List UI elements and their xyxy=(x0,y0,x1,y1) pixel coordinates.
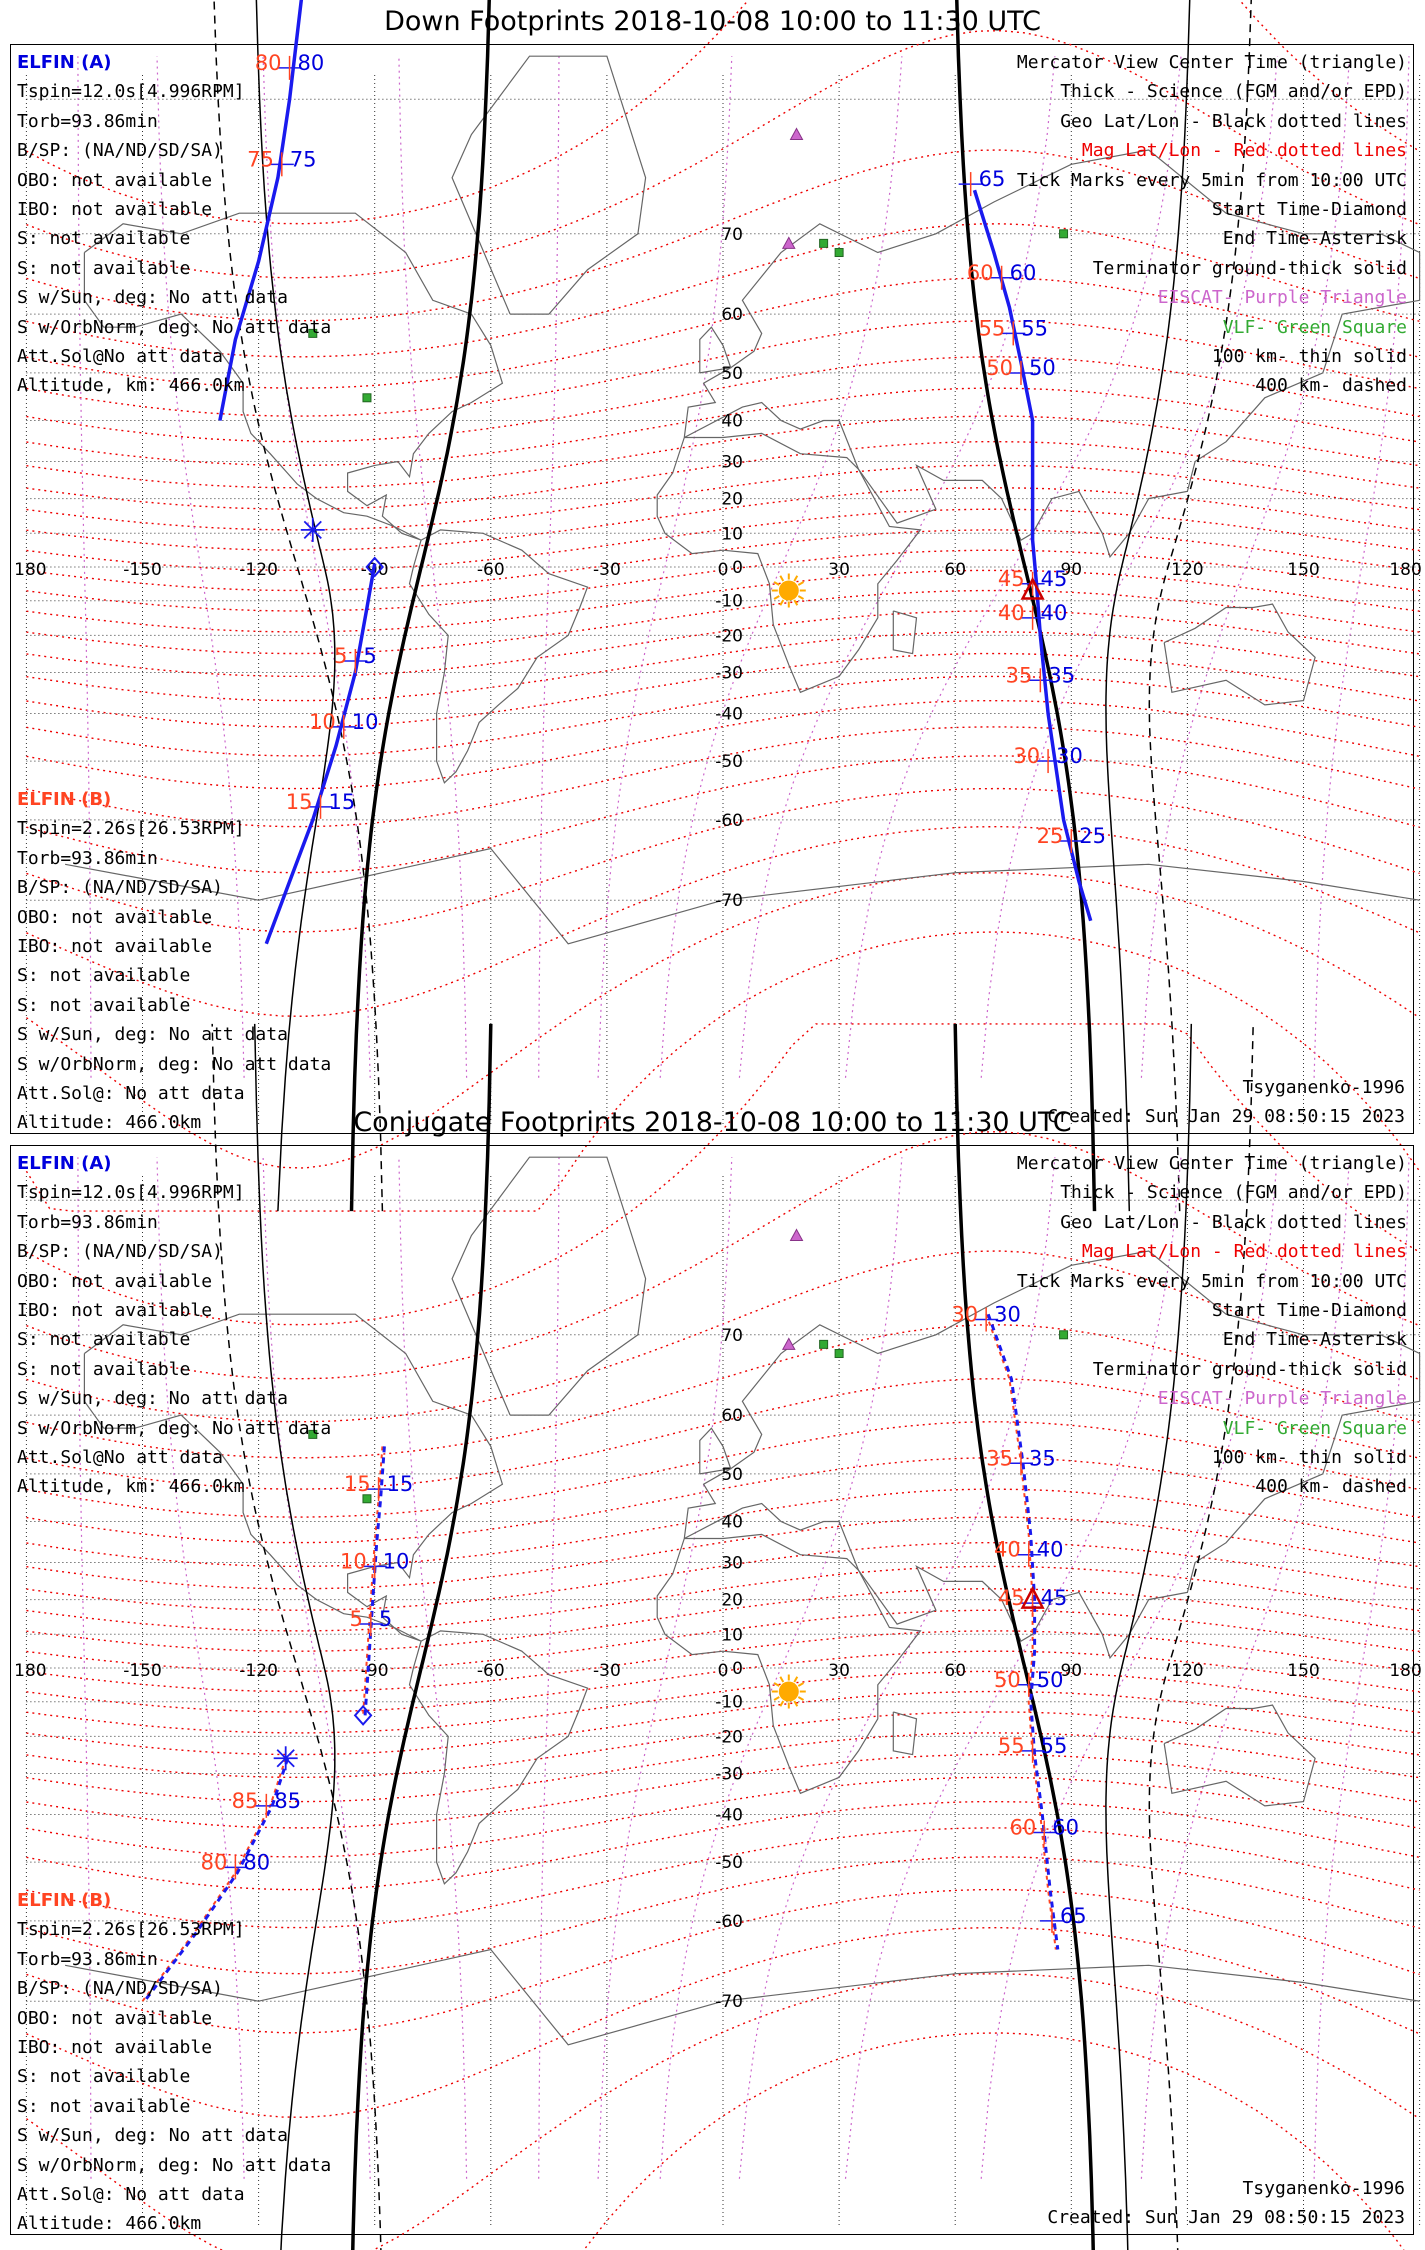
elfin-a-line: IBO: not available xyxy=(17,198,213,220)
legend-item: Thick - Science (FGM and/or EPD) xyxy=(1060,1182,1407,1204)
lat-tick-label: -30 xyxy=(715,663,743,684)
vlf-square-icon xyxy=(820,1340,828,1348)
legend-item: 100 km- thin solid xyxy=(1211,1446,1407,1468)
legend-item: 400 km- dashed xyxy=(1255,1476,1407,1498)
lat-tick-label: -40 xyxy=(715,704,743,725)
track-tick-label-b: 60 xyxy=(1009,1815,1037,1840)
track-tick-label-a: 80 xyxy=(297,50,325,75)
lat-tick-label: -60 xyxy=(715,1911,743,1932)
lon-tick-label: 180 xyxy=(1389,560,1422,580)
elfin-a-line: Torb=93.86min xyxy=(17,1211,158,1233)
elfin-b-heading: ELFIN (B) xyxy=(17,789,112,810)
lat-tick-label: 0 xyxy=(732,558,743,578)
lat-tick-label: 50 xyxy=(721,363,743,384)
elfin-b-line: Torb=93.86min xyxy=(17,1948,158,1970)
created-timestamp: Created: Sun Jan 29 08:50:15 2023 xyxy=(1047,2207,1405,2228)
legend-item: Geo Lat/Lon - Black dotted lines xyxy=(1060,1211,1407,1233)
track-tick-label-a: 15 xyxy=(386,1472,414,1497)
track-tick-label-a: 50 xyxy=(1028,355,1056,380)
map-legend xyxy=(1017,48,1407,401)
legend-item: Terminator ground-thick solid xyxy=(1092,257,1407,279)
elfin-a-line: Att.Sol@No att data xyxy=(17,1446,223,1468)
lon-tick-label: -90 xyxy=(360,560,389,580)
track-tick-label-b: 80 xyxy=(200,1850,228,1875)
vlf-square-icon xyxy=(363,394,371,402)
lon-tick-label: -60 xyxy=(476,1661,505,1681)
lon-tick-label: 60 xyxy=(944,1661,967,1681)
track-tick-label-b: 60 xyxy=(966,260,994,285)
track-tick-label-b: 55 xyxy=(997,1733,1025,1758)
lat-tick-label: 40 xyxy=(721,411,743,432)
elfin-b-line: S w/OrbNorm, deg: No att data xyxy=(17,1053,332,1075)
elfin-b-line: S w/Sun, deg: No att data xyxy=(17,1024,288,1046)
lat-tick-label: -50 xyxy=(715,752,743,773)
lat-tick-label: -60 xyxy=(715,810,743,831)
lat-tick-label: -10 xyxy=(715,1692,743,1713)
elfin-b-line: S w/OrbNorm, deg: No att data xyxy=(17,2154,332,2176)
track-tick-label-a: 75 xyxy=(289,147,317,172)
lat-tick-label: -50 xyxy=(715,1853,743,1874)
coastline xyxy=(1164,1705,1315,1806)
sun-ray xyxy=(794,1677,797,1682)
elfin-b-line: Tspin=2.26s[26.53RPM] xyxy=(17,1919,245,1941)
sun-ray xyxy=(798,1683,803,1686)
mag-lon-line xyxy=(660,1157,902,2179)
sun-ray xyxy=(780,600,783,605)
lat-tick-label: 10 xyxy=(721,524,743,545)
track-tick-label-b: 25 xyxy=(1036,823,1064,848)
track-tick-label-b: 80 xyxy=(254,50,282,75)
track-tick-label-b: 10 xyxy=(309,709,336,734)
model-name: Tsyganenko-1996 xyxy=(1242,2178,1405,2199)
track-tick-label-b: 45 xyxy=(997,566,1025,591)
elfin-a-line: B/SP: (NA/ND/SD/SA) xyxy=(17,1241,223,1263)
elfin-a-line: Altitude, km: 466.0km xyxy=(17,375,245,397)
start-diamond-icon xyxy=(355,1706,371,1724)
vlf-square-icon xyxy=(835,1350,843,1358)
legend-item: Mag Lat/Lon - Red dotted lines xyxy=(1081,1241,1407,1263)
track-tick-label-b: 5 xyxy=(333,644,348,669)
lon-tick-label: 150 xyxy=(1287,560,1320,580)
track-tick-label-b: 50 xyxy=(986,355,1013,380)
sun-ray xyxy=(798,596,803,599)
lon-tick-label: -150 xyxy=(123,560,162,580)
track-tick-label-a: 50 xyxy=(1036,1667,1064,1692)
lat-tick-label: 20 xyxy=(721,1590,743,1611)
track-tick-label-a: 30 xyxy=(994,1302,1021,1327)
mag-lon-line xyxy=(660,56,902,1078)
legend-item: Start Time-Diamond xyxy=(1211,198,1407,220)
lon-tick-label: 180 xyxy=(14,560,47,580)
legend-item: EISCAT- Purple Triangle xyxy=(1157,1388,1407,1410)
elfin-a-info xyxy=(17,48,331,401)
sun-ray xyxy=(780,1701,783,1706)
elfin-b-line: S: not available xyxy=(17,2095,191,2117)
legend-item: VLF- Green Square xyxy=(1222,316,1407,338)
track-tick-label-a: 60 xyxy=(1009,260,1037,285)
lat-tick-label: 30 xyxy=(721,1553,743,1574)
lon-tick-label: -90 xyxy=(360,1661,389,1681)
track-tick-label-b: 10 xyxy=(339,1549,367,1574)
track-tick-label-b: 75 xyxy=(247,147,274,172)
elfin-b-line: Tspin=2.26s[26.53RPM] xyxy=(17,818,245,840)
lat-tick-label: 20 xyxy=(721,489,743,510)
coastline xyxy=(657,433,920,692)
legend-item: Thick - Science (FGM and/or EPD) xyxy=(1060,81,1407,103)
eiscat-triangle-icon xyxy=(783,1338,795,1349)
elfin-a-line: S w/Sun, deg: No att data xyxy=(17,287,288,309)
lat-tick-label: 60 xyxy=(721,305,743,326)
track-tick-label-b: 5 xyxy=(349,1607,363,1632)
track-tick-label-a: 35 xyxy=(1028,1446,1056,1471)
elfin-a-line: S w/OrbNorm, deg: No att data xyxy=(17,1417,332,1439)
sun-ray xyxy=(774,1697,779,1700)
lon-tick-label: 120 xyxy=(1171,1661,1204,1681)
elfin-b-info xyxy=(17,785,331,1138)
elfin-a-heading: ELFIN (A) xyxy=(17,1153,112,1174)
elfin-a-line: S: not available xyxy=(17,1329,191,1351)
elfin-a-line: S w/Sun, deg: No att data xyxy=(17,1388,288,1410)
elfin-a-line: Tspin=12.0s[4.996RPM] xyxy=(17,81,245,103)
track-tick-label-b: 45 xyxy=(997,1586,1025,1611)
legend-item: End Time-Asterisk xyxy=(1222,1329,1407,1351)
sun-ray xyxy=(780,1677,783,1682)
eiscat-triangle-icon xyxy=(791,128,803,139)
lat-tick-label: -20 xyxy=(715,1727,743,1748)
lat-tick-label: 10 xyxy=(721,1625,743,1646)
lat-tick-label: 30 xyxy=(721,452,743,473)
conjugate-footprints-panel xyxy=(10,1145,1422,2235)
elfin-b-line: OBO: not available xyxy=(17,906,213,928)
lat-tick-label: -10 xyxy=(715,591,743,612)
track-tick-label-b: 15 xyxy=(285,789,313,814)
elfin-a-line: S: not available xyxy=(17,1358,191,1380)
sun-icon xyxy=(779,581,799,601)
legend-item: Terminator ground-thick solid xyxy=(1092,1358,1407,1380)
lon-tick-label: 90 xyxy=(1060,560,1083,580)
panel-1-title: Down Footprints 2018-10-08 10:00 to 11:30 UTC xyxy=(384,6,1041,37)
legend-item: 100 km- thin solid xyxy=(1211,345,1407,367)
lat-tick-label: 40 xyxy=(721,1512,743,1533)
legend-item: 400 km- dashed xyxy=(1255,375,1407,397)
track-tick-label-a: 60 xyxy=(1052,1815,1079,1840)
elfin-a-line: OBO: not available xyxy=(17,169,213,191)
terminator-line xyxy=(352,0,491,1211)
sun-icon xyxy=(779,1682,799,1702)
track-tick-label-a: 65 xyxy=(1059,1903,1087,1928)
lat-tick-label: 0 xyxy=(732,1659,743,1679)
legend-item: Mercator View Center Time (triangle) xyxy=(1016,1153,1407,1174)
elfin-b-line: Att.Sol@: No att data xyxy=(17,1082,245,1104)
sun-ray xyxy=(794,600,797,605)
track-tick-label-a: 45 xyxy=(1040,566,1068,591)
track-tick-label-a: 10 xyxy=(382,1549,410,1574)
legend-item: Geo Lat/Lon - Black dotted lines xyxy=(1060,110,1407,132)
lat-tick-label: -70 xyxy=(715,891,743,912)
lon-tick-label: -120 xyxy=(239,1661,278,1681)
elfin-a-line: OBO: not available xyxy=(17,1270,213,1292)
track-tick-label-a: 25 xyxy=(1079,823,1107,848)
legend-item: End Time-Asterisk xyxy=(1222,228,1407,250)
lat-tick-label: -30 xyxy=(715,1764,743,1785)
lat-tick-label: -20 xyxy=(715,626,743,647)
track-tick-label-b: 85 xyxy=(231,1788,259,1813)
track-tick-label-a: 35 xyxy=(1048,663,1076,688)
elfin-b-line: Torb=93.86min xyxy=(17,847,158,869)
legend-item: Mag Lat/Lon - Red dotted lines xyxy=(1081,140,1407,162)
track-tick-label-a: 15 xyxy=(328,789,356,814)
sun-ray xyxy=(798,1697,803,1700)
lat-tick-label: -40 xyxy=(715,1805,743,1826)
lon-tick-label: 60 xyxy=(944,560,967,580)
elfin-b-line: IBO: not available xyxy=(17,2036,213,2058)
lon-tick-label: 0 xyxy=(717,560,729,580)
panel-2-title: Conjugate Footprints 2018-10-08 10:00 to 11:30 UTC xyxy=(353,1107,1072,1138)
legend-item: Tick Marks every 5min from 10:00 UTC xyxy=(1016,169,1407,191)
elfin-a-line: Att.Sol@No att data xyxy=(17,345,223,367)
eiscat-triangle-icon xyxy=(791,1229,803,1240)
elfin-b-line: B/SP: (NA/ND/SD/SA) xyxy=(17,877,223,899)
sun-ray xyxy=(780,576,783,581)
eiscat-triangle-icon xyxy=(783,237,795,248)
sun-ray xyxy=(794,1701,797,1706)
elfin-a-line: S: not available xyxy=(17,228,191,250)
sun-ray xyxy=(774,582,779,585)
track-tick-label-a: 40 xyxy=(1040,600,1068,625)
track-tick-label-a: 5 xyxy=(363,644,377,669)
elfin-b-line: S: not available xyxy=(17,965,191,987)
track-tick-label-b: 55 xyxy=(978,316,1006,341)
elfin-b-line: B/SP: (NA/ND/SD/SA) xyxy=(17,1978,223,2000)
track-tick-label-a: 40 xyxy=(1036,1537,1064,1562)
sun-ray xyxy=(774,1683,779,1686)
elfin-b-line: Altitude: 466.0km xyxy=(17,1112,202,1134)
elfin-b-line: Altitude: 466.0km xyxy=(17,2213,202,2235)
elfin-a-line: S w/OrbNorm, deg: No att data xyxy=(17,316,332,338)
legend-item: Tick Marks every 5min from 10:00 UTC xyxy=(1016,1270,1407,1292)
track-tick-label-b: 15 xyxy=(343,1472,371,1497)
track-tick-label-a: 10 xyxy=(351,709,379,734)
legend-item: Mercator View Center Time (triangle) xyxy=(1016,52,1407,73)
lon-tick-label: -150 xyxy=(123,1661,162,1681)
lon-tick-label: -120 xyxy=(239,560,278,580)
created-timestamp: Created: Sun Jan 29 08:50:15 2023 xyxy=(1047,1106,1405,1127)
coastline xyxy=(657,1534,920,1793)
track-tick-label-a: 80 xyxy=(243,1850,271,1875)
elfin-b-line: Att.Sol@: No att data xyxy=(17,2183,245,2205)
track-tick-label-b: 30 xyxy=(951,1302,979,1327)
elfin-a-line: IBO: not available xyxy=(17,1299,213,1321)
mag-lon-line xyxy=(399,56,467,1078)
map-legend xyxy=(1017,1149,1407,1502)
lon-tick-label: 0 xyxy=(717,1661,729,1681)
lon-tick-label: -30 xyxy=(593,1661,621,1681)
coastline xyxy=(893,1712,916,1755)
track-tick-label-a: 5 xyxy=(378,1607,393,1632)
elfin-b-line: IBO: not available xyxy=(17,935,213,957)
elfin-a-info xyxy=(17,1149,331,1502)
lon-tick-label: 30 xyxy=(828,1661,850,1681)
elfin-a-line: B/SP: (NA/ND/SD/SA) xyxy=(17,140,223,162)
track-tick-label-b: 30 xyxy=(1013,744,1041,769)
elfin-b-line: S: not available xyxy=(17,2066,191,2088)
elfin-a-line: S: not available xyxy=(17,257,191,279)
coastline xyxy=(893,611,916,654)
lat-tick-label: -70 xyxy=(715,1992,743,2013)
elfin-b-info xyxy=(17,1886,331,2239)
lon-tick-label: 180 xyxy=(1389,1661,1422,1681)
track-tick-label-a: 85 xyxy=(274,1788,302,1813)
sun-ray xyxy=(774,596,779,599)
lat-tick-label: 70 xyxy=(721,224,743,245)
track-tick-label-b: 40 xyxy=(993,1537,1021,1562)
elfin-a-line: Altitude, km: 466.0km xyxy=(17,1476,245,1498)
lat-tick-label: 70 xyxy=(721,1325,743,1346)
lon-tick-label: 30 xyxy=(828,560,850,580)
elfin-a-heading: ELFIN (A) xyxy=(17,52,112,73)
track-tick-label-b: 40 xyxy=(997,600,1025,625)
track-tick-label-b: 35 xyxy=(1005,663,1033,688)
track-tick-label-a: 65 xyxy=(978,167,1006,192)
legend-item: EISCAT- Purple Triangle xyxy=(1157,287,1407,309)
elfin-a-line: Torb=93.86min xyxy=(17,110,158,132)
lon-tick-label: 150 xyxy=(1287,1661,1320,1681)
track-tick-label-b: 35 xyxy=(986,1446,1013,1471)
sun-ray xyxy=(798,582,803,585)
mag-lon-line xyxy=(399,1157,467,2179)
lat-tick-label: 60 xyxy=(721,1406,743,1427)
sun-ray xyxy=(794,576,797,581)
coastline xyxy=(1164,604,1315,705)
elfin-b-line: S w/Sun, deg: No att data xyxy=(17,2125,288,2147)
track-tick-label-a: 30 xyxy=(1056,744,1083,769)
elfin-b-heading: ELFIN (B) xyxy=(17,1890,112,1911)
track-tick-label-a: 55 xyxy=(1040,1733,1068,1758)
lon-tick-label: -30 xyxy=(593,560,621,580)
lon-tick-label: 120 xyxy=(1171,560,1204,580)
elfin-a-line: Tspin=12.0s[4.996RPM] xyxy=(17,1182,245,1204)
legend-item: Start Time-Diamond xyxy=(1211,1299,1407,1321)
elfin-b-line: S: not available xyxy=(17,994,191,1016)
track-tick-label-a: 55 xyxy=(1021,316,1048,341)
vlf-square-icon xyxy=(820,239,828,247)
lat-tick-label: 50 xyxy=(721,1464,743,1485)
terminator-line xyxy=(352,1024,491,2250)
lon-tick-label: -60 xyxy=(476,560,505,580)
model-name: Tsyganenko-1996 xyxy=(1242,1077,1405,1098)
vlf-square-icon xyxy=(835,249,843,257)
down-footprints-panel xyxy=(10,44,1422,1134)
legend-item: VLF- Green Square xyxy=(1222,1417,1407,1439)
elfin-b-line: OBO: not available xyxy=(17,2007,213,2029)
track-tick-label-a: 45 xyxy=(1040,1586,1068,1611)
track-tick-label-b: 50 xyxy=(993,1667,1021,1692)
lon-tick-label: 90 xyxy=(1060,1661,1083,1681)
lon-tick-label: 180 xyxy=(14,1661,47,1681)
